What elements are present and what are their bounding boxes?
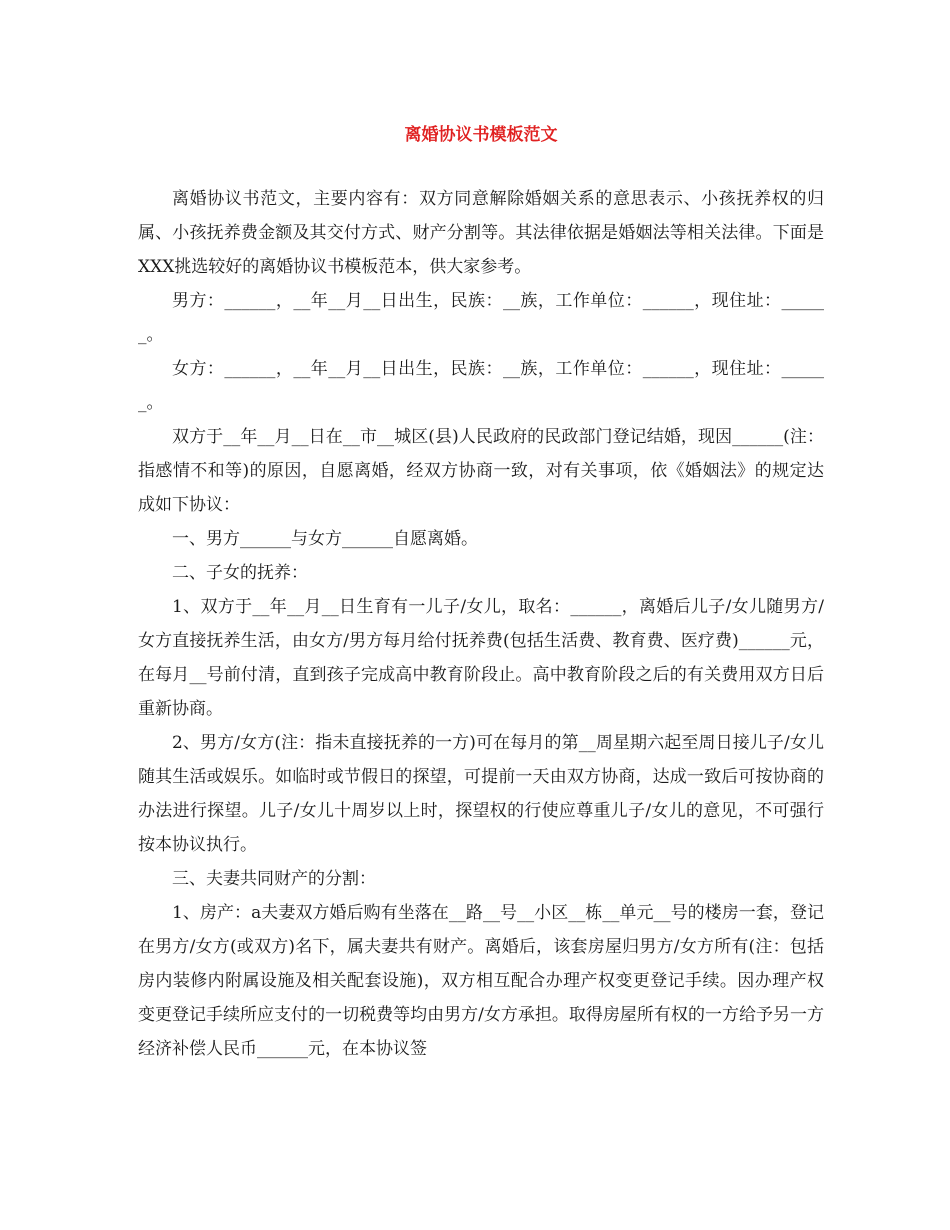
- paragraph-clause-2-heading: 二、子女的抚养：: [172, 563, 308, 583]
- paragraph-female-party: 女方：______，__年__月__日出生，民族：__族，工作单位：______，现住址：______。: [138, 359, 824, 413]
- paragraph-clause-3-heading: 三、夫妻共同财产的分割：: [172, 869, 376, 889]
- paragraph-visitation: 2、男方/女方(注：指未直接抚养的一方)可在每月的第__周星期六起至周日接儿子/女儿随其生活或娱乐。如临时或节假日的探望，可提前一天由双方协商，达成一致后可按协商的办法进行探望。儿子/女儿十周岁以上时，探望权的行使应尊重儿子/女儿的意见，不可强行按本协议执行。: [138, 733, 824, 855]
- paragraph-child-custody: 1、双方于__年__月__日生育有一儿子/女儿，取名：______，离婚后儿子/女儿随男方/女方直接抚养生活，由女方/男方每月给付抚养费(包括生活费、教育费、医疗费)______元，在每月__号前付清，直到孩子完成高中教育阶段止。高中教育阶段之后的有关费用双方日后重新协商。: [138, 597, 824, 719]
- paragraph-property-house: 1、房产：a夫妻双方婚后购有坐落在__路__号__小区__栋__单元__号的楼房一套，登记在男方/女方(或双方)名下，属夫妻共有财产。离婚后，该套房屋归男方/女方所有(注：包括房内装修内附属设施及相关配套设施)，双方相互配合办理产权变更登记手续。因办理产权变更登记手续所应支付的一切税费等均由男方/女方承担。取得房屋所有权的一方给予另一方经济补偿人民币______元，在本协议签: [138, 903, 824, 1059]
- paragraph-male-party: 男方：______，__年__月__日出生，民族：__族，工作单位：______，现住址：______。: [138, 291, 824, 345]
- document-page: [138, 120, 824, 1066]
- paragraph-intro: 离婚协议书范文，主要内容有：双方同意解除婚姻关系的意思表示、小孩抚养权的归属、小孩抚养费金额及其交付方式、财产分割等。其法律依据是婚姻法等相关法律。下面是XXX挑选较好的离婚协议书模板范本，供大家参考。: [138, 189, 824, 277]
- paragraph-clause-1: 一、男方______与女方______自愿离婚。: [172, 529, 478, 549]
- paragraph-marriage-info: 双方于__年__月__日在__市__城区(县)人民政府的民政部门登记结婚，现因______(注：指感情不和等)的原因，自愿离婚，经双方协商一致，对有关事项，依《婚姻法》的规定达成如下协议：: [138, 427, 824, 515]
- document-title: 离婚协议书模板范文: [404, 125, 558, 145]
